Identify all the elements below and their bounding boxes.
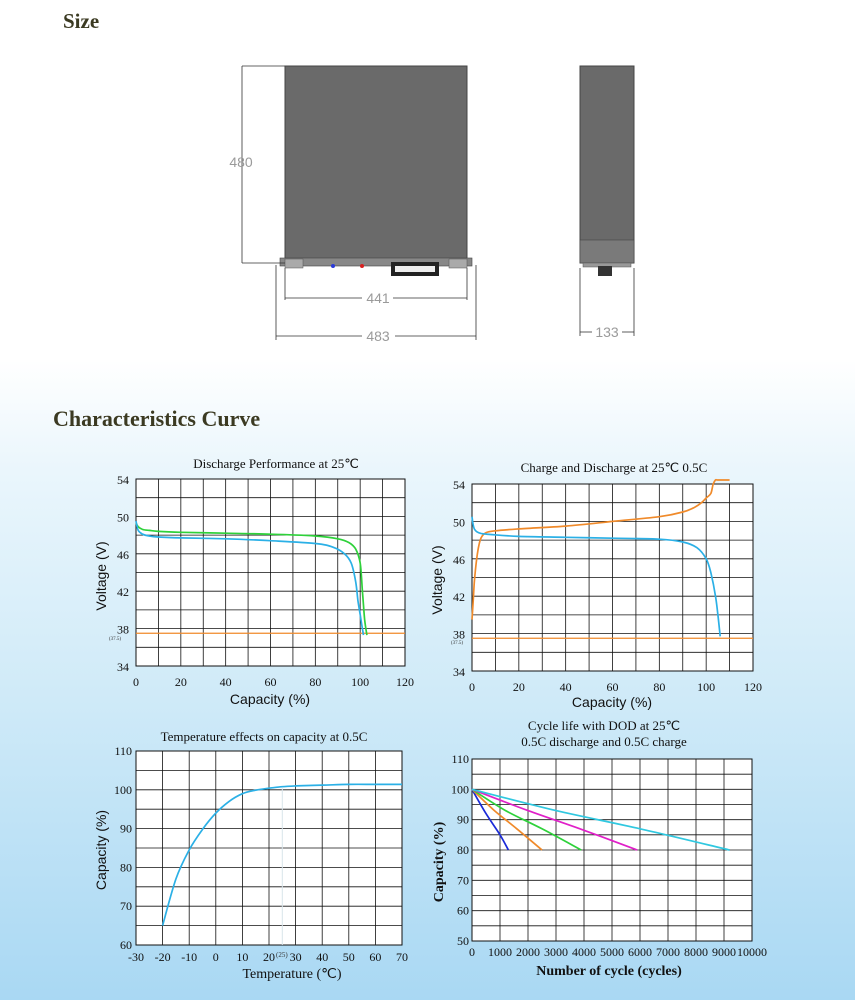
x-tick-label: 7000 <box>656 945 680 959</box>
x-tick-label: 1000 <box>488 945 512 959</box>
x-tick-label: 100 <box>697 680 716 694</box>
y-tick-label: 38 <box>117 622 129 637</box>
y-tick-label: 54 <box>117 473 129 487</box>
x-tick-label: 40 <box>559 680 572 694</box>
charge-discharge-ref-label: (37.5) <box>451 641 464 646</box>
x-tick-label: 80 <box>653 680 666 694</box>
y-tick-label: 50 <box>117 510 129 525</box>
x-tick-label: 5000 <box>600 945 624 959</box>
y-tick-label: 34 <box>453 665 465 679</box>
cycle-life-y-label: Capacity (%) <box>432 821 447 903</box>
y-tick-label: 100 <box>114 782 132 797</box>
charge-discharge-y-label: Voltage (V) <box>429 545 445 615</box>
y-tick-label: 38 <box>453 627 465 642</box>
height-dimension: 480 <box>229 154 253 170</box>
x-tick-label: 0 <box>212 950 219 964</box>
y-tick-label: 80 <box>120 860 132 875</box>
y-tick-label: 46 <box>453 552 465 567</box>
x-tick-label: -20 <box>154 950 171 964</box>
x-tick-label: 100 <box>351 675 370 689</box>
temperature-y-label: Capacity (%) <box>93 809 109 891</box>
x-tick-label: 120 <box>396 675 414 689</box>
x-tick-label: 6000 <box>628 945 652 959</box>
x-tick-label: 8000 <box>684 945 708 959</box>
cycle-life-chart <box>432 718 767 979</box>
charge-discharge-title: Charge and Discharge at 25℃ 0.5C <box>520 460 708 475</box>
x-tick-label: -10 <box>181 950 198 964</box>
x-tick-label: 60 <box>264 675 277 689</box>
y-tick-label: 54 <box>453 478 465 492</box>
characteristics-heading: Characteristics Curve <box>53 406 261 431</box>
x-tick-label: 10000 <box>737 945 767 959</box>
y-tick-label: 70 <box>120 899 132 914</box>
x-tick-label: 30 <box>289 950 302 964</box>
discharge-chart <box>93 456 414 707</box>
y-tick-label: 34 <box>117 660 129 674</box>
inner-width-dimension: 441 <box>366 290 390 306</box>
x-tick-label: 60 <box>369 950 382 964</box>
x-tick-label: 20 <box>174 675 187 689</box>
charge-discharge-x-label: Capacity (%) <box>571 694 653 710</box>
discharge-y-label: Voltage (V) <box>93 541 109 611</box>
cycle-life-x-label: Number of cycle (cycles) <box>536 964 682 979</box>
temperature-chart <box>93 729 408 982</box>
x-tick-label: 20 <box>512 680 525 694</box>
y-tick-label: 50 <box>453 515 465 530</box>
outer-width-dimension: 483 <box>366 328 390 344</box>
y-tick-label: 90 <box>457 812 469 827</box>
x-tick-label: 2000 <box>516 945 540 959</box>
y-tick-label: 90 <box>120 821 132 836</box>
x-tick-label: 80 <box>309 675 322 689</box>
discharge-ref-label: (37.5) <box>109 637 122 642</box>
depth-dimension: 133 <box>595 324 619 340</box>
x-tick-label: 120 <box>744 680 762 694</box>
y-tick-label: 60 <box>457 903 469 918</box>
x-tick-label: 40 <box>219 675 232 689</box>
x-tick-label: 60 <box>606 680 619 694</box>
y-tick-label: 70 <box>457 873 469 888</box>
charge-discharge-chart <box>429 460 762 710</box>
x-tick-label: -30 <box>128 950 144 964</box>
size-heading: Size <box>63 9 100 33</box>
temperature-ref-label: (25) <box>276 951 288 959</box>
cycle-life-title: Cycle life with DOD at 25℃ <box>527 718 681 733</box>
y-tick-label: 42 <box>117 585 129 600</box>
x-tick-label: 0 <box>133 675 139 689</box>
x-tick-label: 20 <box>263 950 275 964</box>
x-tick-label: 0 <box>469 945 475 959</box>
y-tick-label: 110 <box>114 744 132 758</box>
y-tick-label: 80 <box>457 843 469 857</box>
x-tick-label: 4000 <box>572 945 596 959</box>
y-tick-label: 42 <box>453 590 465 605</box>
x-tick-label: 40 <box>316 950 329 964</box>
x-tick-label: 50 <box>342 950 355 964</box>
temperature-chart-title: Temperature effects on capacity at 0.5C <box>160 729 368 744</box>
x-tick-label: 70 <box>396 950 408 964</box>
y-tick-label: 60 <box>120 938 132 952</box>
y-tick-label: 50 <box>457 934 469 948</box>
cycle-life-subtitle: 0.5C discharge and 0.5C charge <box>521 734 687 749</box>
temperature-x-label: Temperature (℃) <box>242 967 342 982</box>
x-tick-label: 0 <box>469 680 475 694</box>
discharge-x-label: Capacity (%) <box>229 691 311 707</box>
x-tick-label: 9000 <box>712 945 736 959</box>
y-tick-label: 110 <box>451 752 469 766</box>
x-tick-label: 10 <box>236 950 249 964</box>
discharge-chart-title: Discharge Performance at 25℃ <box>193 456 359 471</box>
y-tick-label: 100 <box>451 782 469 797</box>
x-tick-label: 3000 <box>544 945 568 959</box>
y-tick-label: 46 <box>117 547 129 562</box>
